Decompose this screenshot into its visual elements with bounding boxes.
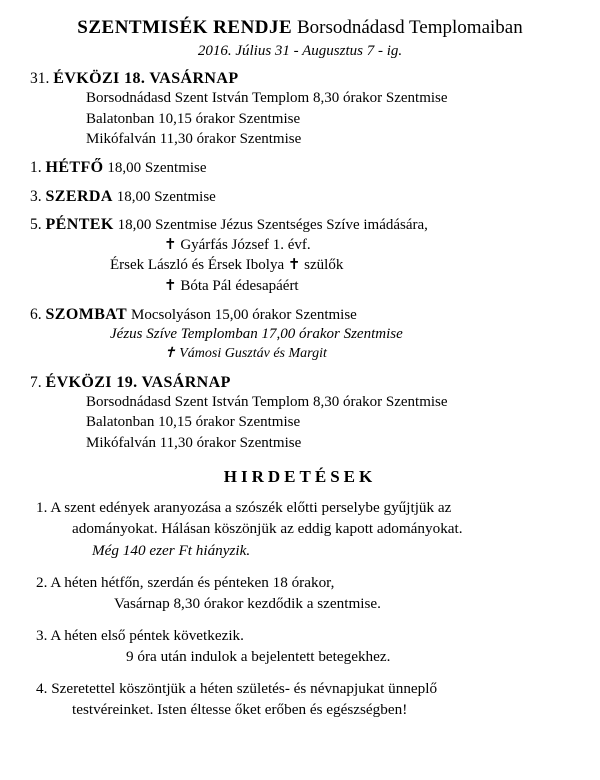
- day-number: 6.: [30, 305, 42, 323]
- day-heading: [14, 215, 586, 235]
- day-heading: [14, 187, 586, 207]
- day-number: 5.: [30, 216, 42, 234]
- day-number: 31.: [30, 69, 50, 87]
- schedule-day: [14, 158, 586, 178]
- announcement-continuation: adományokat. Hálásan köszönjük az eddig kapott adományokat.: [72, 520, 463, 538]
- day-inline-detail: 18,00 Szentmise Jézus Szentséges Szíve imádására,: [117, 217, 428, 234]
- day-heading: [14, 69, 586, 89]
- announcement-number: 4.: [36, 679, 48, 697]
- announcement-text: A héten első péntek következik.: [50, 626, 244, 644]
- schedule-day: [14, 373, 586, 453]
- intention-line: ✝ Gyárfás József 1. évf.: [164, 237, 311, 254]
- day-heading: [14, 305, 586, 325]
- announcement-text: A szent edények aranyozása a szószék előtti perselybe gyűjtjük az: [50, 498, 452, 516]
- announcement-item: [14, 497, 586, 519]
- announcement-text: A héten hétfőn, szerdán és pénteken 18 órakor,: [50, 573, 335, 591]
- day-inline-detail: 18,00 Szentmise: [107, 160, 207, 177]
- announcement-note: Vasárnap 8,30 órakor kezdődik a szentmise.: [114, 595, 381, 613]
- announcement-item: [14, 572, 586, 594]
- mass-line: Mikófalván 11,30 órakor Szentmise: [86, 130, 302, 147]
- day-number: 1.: [30, 159, 42, 177]
- day-inline-detail: 18,00 Szentmise: [116, 188, 216, 205]
- intention-line: ✝ Vámosi Gusztáv és Margit: [164, 345, 327, 361]
- mass-line: Mikófalván 11,30 órakor Szentmise: [86, 434, 302, 451]
- day-number: 3.: [30, 187, 42, 205]
- intention-line: ✝ Bóta Pál édesapáért: [164, 277, 299, 294]
- schedule-day: [14, 305, 586, 364]
- day-name: SZOMBAT: [45, 305, 128, 323]
- page-title: [14, 18, 586, 39]
- announcement-note: 9 óra után indulok a bejelentett betegekhez.: [126, 648, 391, 666]
- day-heading: [14, 373, 586, 393]
- announcement-number: 2.: [36, 573, 48, 591]
- announcement-continuation: testvéreinket. Isten éltesse őket erőben és egészségben!: [72, 701, 408, 719]
- mass-line: Borsodnádasd Szent István Templom 8,30 órakor Szentmise: [86, 90, 448, 107]
- announcement-number: 3.: [36, 626, 48, 644]
- day-name: PÉNTEK: [45, 216, 114, 234]
- announcement-item: [14, 678, 586, 700]
- intention-line: Érsek László és Érsek Ibolya ✝ szülők: [110, 257, 344, 274]
- page-subtitle: 2016. Július 31 - Augusztus 7 - ig.: [197, 42, 403, 59]
- mass-line: Balatonban 10,15 órakor Szentmise: [86, 110, 301, 127]
- page-title-strong: SZENTMISÉK RENDJE: [77, 17, 293, 38]
- day-inline-detail: Mocsolyáson 15,00 órakor Szentmise: [131, 306, 357, 323]
- announcement-number: 1.: [36, 498, 48, 516]
- schedule-day: [14, 69, 586, 149]
- mass-line: Borsodnádasd Szent István Templom 8,30 órakor Szentmise: [86, 394, 448, 411]
- mass-line: Jézus Szíve Templomban 17,00 órakor Szentmise: [110, 326, 403, 343]
- schedule-day: [14, 187, 586, 207]
- mass-line: Balatonban 10,15 órakor Szentmise: [86, 414, 301, 431]
- day-name: HÉTFŐ: [45, 159, 104, 177]
- day-name: SZERDA: [45, 187, 113, 205]
- day-name: ÉVKÖZI 18. VASÁRNAP: [53, 69, 239, 87]
- announcements-heading: HIRDETÉSEK: [223, 466, 377, 486]
- announcement-item: [14, 625, 586, 647]
- day-number: 7.: [30, 373, 42, 391]
- announcement-note: Még 140 ezer Ft hiányzik.: [92, 542, 251, 559]
- day-heading: [14, 158, 586, 178]
- schedule-day: [14, 215, 586, 295]
- announcement-text: Szeretettel köszöntjük a héten születés- és névnapjukat ünneplő: [51, 679, 438, 697]
- day-name: ÉVKÖZI 19. VASÁRNAP: [45, 373, 231, 391]
- page-title-rest: Borsodnádasd Templomaiban: [292, 17, 523, 38]
